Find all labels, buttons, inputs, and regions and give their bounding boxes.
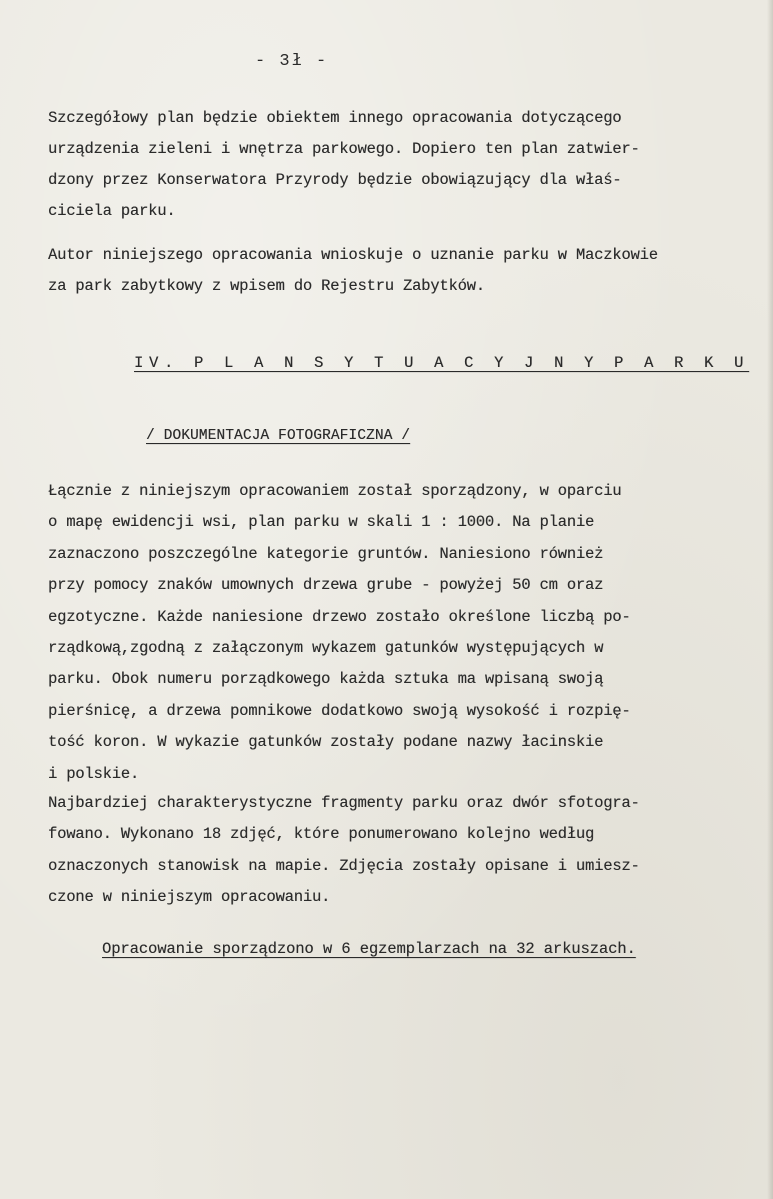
text-line: ciciela parku. <box>48 202 176 220</box>
text-line: o mapę ewidencji wsi, plan parku w skali 1 : 1000. Na planie <box>48 513 595 532</box>
text-line: dzony przez Konserwatora Przyrody będzie obowiązujący dla właś- <box>48 171 622 189</box>
text-line: urządzenia zieleni i wnętrza parkowego. Dopiero ten plan zatwier- <box>48 140 640 158</box>
text-line: Łącznie z niniejszym opracowaniem został sporządzony, w oparciu <box>48 482 622 500</box>
paragraph-author-request <box>48 240 658 302</box>
sub-heading: / DOKUMENTACJA FOTOGRAFICZNA / <box>146 428 411 444</box>
text-line: za park zabytkowy z wpisem do Rejestru Zabytków. <box>48 277 485 295</box>
text-line: Najbardziej charakterystyczne fragmenty parku oraz dwór sfotogra- <box>48 794 640 812</box>
text-line: parku. Obok numeru porządkowego każda sztuka ma wpisaną swoją <box>48 670 604 689</box>
paragraph-detailed-plan <box>48 103 640 227</box>
text-line: zaznaczono poszczególne kategorie gruntów. Naniesiono również <box>48 544 604 563</box>
text-line: pierśnicę, a drzewa pomnikowe dodatkowo swoją wysokość i rozpię- <box>48 701 631 720</box>
text-line: rządkową,zgodną z załączonym wykazem gatunków występujących w <box>48 639 604 658</box>
text-line: fowano. Wykonano 18 zdjęć, które ponumerowano kolejno według <box>48 825 595 844</box>
text-line: tość koron. W wykazie gatunków zostały podane nazwy łacinskie <box>48 733 604 752</box>
text-line: oznaczonych stanowisk na mapie. Zdjęcia zostały opisane i umiesz- <box>48 856 640 875</box>
paragraph-photos <box>48 788 640 914</box>
section-heading: IV. P L A N S Y T U A C Y J N Y P A R K U <box>134 354 750 372</box>
text-line: Autor niniejszego opracowania wnioskuje o uznanie parku w Maczkowie <box>48 246 658 264</box>
text-line: i polskie. <box>48 764 140 783</box>
text-line: egzotyczne. Każde naniesione drzewo zostało określone liczbą po- <box>48 607 631 626</box>
text-line: Szczegółowy plan będzie obiektem innego opracowania dotyczącego <box>48 109 622 127</box>
page-edge-shadow <box>767 0 773 1199</box>
text-line: czone w niniejszym opracowaniu. <box>48 888 331 907</box>
text-line: przy pomocy znaków umownych drzewa grube - powyżej 50 cm oraz <box>48 576 604 595</box>
closing-note: Opracowanie sporządzono w 6 egzemplarzach na 32 arkuszach. <box>102 940 636 958</box>
paragraph-site-plan <box>48 476 631 790</box>
page-number: - 3ł - <box>255 52 329 71</box>
